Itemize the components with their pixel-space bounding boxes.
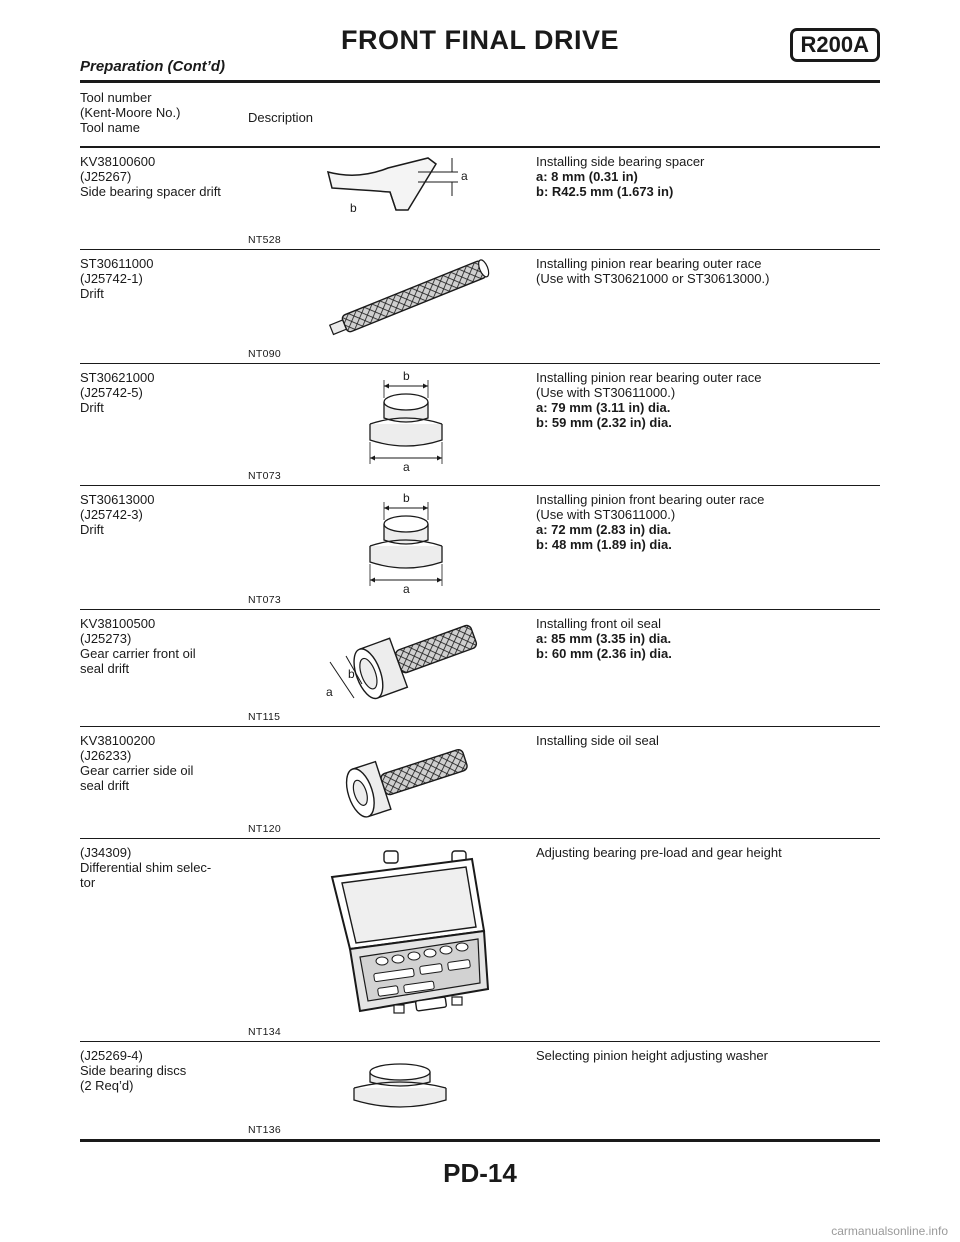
tool-name: Gear carrier side oil bbox=[80, 763, 194, 778]
dimension-spec: a: 85 mm (3.35 in) dia. bbox=[536, 631, 672, 646]
tool-number: ST30611000 bbox=[80, 256, 154, 271]
kent-moore-number: (J25742-3) bbox=[80, 507, 143, 522]
dimension-spec: b: 48 mm (1.89 in) dia. bbox=[536, 537, 672, 552]
table-row bbox=[80, 1042, 880, 1142]
table-row bbox=[80, 727, 880, 839]
kent-moore-number: (J25742-5) bbox=[80, 385, 143, 400]
header-tool-line: Tool name bbox=[80, 120, 140, 135]
tool-description bbox=[536, 256, 876, 286]
table-row bbox=[80, 364, 880, 486]
tool-info bbox=[80, 256, 245, 301]
description-line: Installing side oil seal bbox=[536, 733, 659, 748]
dimension-spec: a: 79 mm (3.11 in) dia. bbox=[536, 400, 671, 415]
tool-info bbox=[80, 845, 245, 890]
dimension-label-b: b bbox=[348, 667, 355, 681]
tool-illustration-cell bbox=[248, 1042, 532, 1139]
dimension-spec: b: 60 mm (2.36 in) dia. bbox=[536, 646, 672, 661]
front-seal-drift-illustration bbox=[326, 612, 486, 708]
table-header-row bbox=[80, 86, 880, 148]
illustration-code: NT073 bbox=[248, 594, 282, 606]
table-row bbox=[80, 486, 880, 610]
kent-moore-number: (J34309) bbox=[80, 845, 132, 860]
tool-illustration-cell bbox=[248, 250, 532, 363]
header-description: Description bbox=[248, 110, 314, 125]
tool-name: seal drift bbox=[80, 661, 130, 676]
dimension-label-b: b bbox=[403, 491, 410, 505]
kent-moore-number: (J25269-4) bbox=[80, 1048, 143, 1063]
tool-number: ST30621000 bbox=[80, 370, 155, 385]
tool-illustration-cell bbox=[248, 486, 532, 609]
description-line: (Use with ST30611000.) bbox=[536, 507, 676, 522]
bearing-disc-illustration bbox=[350, 1054, 450, 1118]
tool-description bbox=[536, 492, 876, 552]
spacer-drift-illustration bbox=[318, 150, 468, 230]
tool-description bbox=[536, 154, 876, 199]
table-row bbox=[80, 610, 880, 727]
description-line: Installing pinion front bearing outer race bbox=[536, 492, 765, 507]
dimension-label-b: b bbox=[350, 201, 357, 215]
tool-quantity: (2 Req’d) bbox=[80, 1078, 134, 1093]
tool-name: Drift bbox=[80, 286, 104, 301]
tool-name: Drift bbox=[80, 522, 104, 537]
dimension-label-b: b bbox=[403, 369, 410, 383]
shim-selector-case-illustration bbox=[320, 849, 490, 1019]
tool-name: Side bearing discs bbox=[80, 1063, 187, 1078]
description-line: Installing side bearing spacer bbox=[536, 154, 705, 169]
stepped-drift-illustration bbox=[366, 490, 446, 596]
kent-moore-number: (J25267) bbox=[80, 169, 132, 184]
illustration-code: NT115 bbox=[248, 711, 281, 723]
tool-info bbox=[80, 733, 245, 793]
tool-description bbox=[536, 845, 876, 860]
dimension-spec: a: 8 mm (0.31 in) bbox=[536, 169, 638, 184]
kent-moore-number: (J25742-1) bbox=[80, 271, 143, 286]
kent-moore-number: (J25273) bbox=[80, 631, 132, 646]
tool-name: Gear carrier front oil bbox=[80, 646, 196, 661]
tool-info bbox=[80, 1048, 245, 1093]
tool-name: tor bbox=[80, 875, 96, 890]
dimension-label-a: a bbox=[461, 169, 468, 183]
stepped-drift-illustration bbox=[366, 368, 446, 474]
description-line: Installing pinion rear bearing outer race bbox=[536, 370, 762, 385]
illustration-code: NT120 bbox=[248, 823, 282, 835]
header-tool-line: Tool number bbox=[80, 90, 152, 105]
tool-illustration-cell bbox=[248, 364, 532, 485]
description-line: Installing pinion rear bearing outer race bbox=[536, 256, 762, 271]
tool-info bbox=[80, 616, 245, 676]
dimension-label-a: a bbox=[326, 685, 333, 699]
header-tool-line: (Kent-Moore No.) bbox=[80, 105, 181, 120]
tool-name: Differential shim selec- bbox=[80, 860, 212, 875]
description-line: (Use with ST30621000 or ST30613000.) bbox=[536, 271, 770, 286]
side-seal-drift-illustration bbox=[336, 735, 476, 821]
table-row bbox=[80, 839, 880, 1042]
page-number: PD-14 bbox=[443, 1158, 517, 1188]
tool-illustration-cell bbox=[248, 839, 532, 1041]
section-subtitle: Preparation (Cont’d) bbox=[80, 58, 225, 75]
tool-table bbox=[80, 86, 880, 1142]
table-row bbox=[80, 148, 880, 250]
tool-illustration-cell bbox=[248, 148, 532, 249]
tool-illustration-cell bbox=[248, 610, 532, 726]
dimension-spec: b: 59 mm (2.32 in) dia. bbox=[536, 415, 672, 430]
tool-description bbox=[536, 370, 876, 430]
description-line: Selecting pinion height adjusting washer bbox=[536, 1048, 768, 1063]
tool-number: KV38100500 bbox=[80, 616, 156, 631]
description-line: Installing front oil seal bbox=[536, 616, 662, 631]
illustration-code: NT134 bbox=[248, 1026, 282, 1038]
tool-name: Side bearing spacer drift bbox=[80, 184, 221, 199]
table-row bbox=[80, 250, 880, 364]
page-title: FRONT FINAL DRIVE bbox=[341, 25, 619, 55]
tool-description bbox=[536, 1048, 876, 1063]
illustration-code: NT073 bbox=[248, 470, 282, 482]
drift-rod-illustration bbox=[318, 260, 498, 340]
header-rule bbox=[80, 80, 880, 83]
dimension-spec: a: 72 mm (2.83 in) dia. bbox=[536, 522, 672, 537]
tool-number: KV38100200 bbox=[80, 733, 156, 748]
illustration-code: NT528 bbox=[248, 234, 282, 246]
tool-info bbox=[80, 492, 245, 537]
page-header bbox=[80, 22, 880, 78]
illustration-code: NT136 bbox=[248, 1124, 282, 1136]
dimension-label-a: a bbox=[403, 582, 410, 596]
dimension-spec: b: R42.5 mm (1.673 in) bbox=[536, 184, 674, 199]
tool-name: seal drift bbox=[80, 778, 130, 793]
description-line: Adjusting bearing pre-load and gear height bbox=[536, 845, 782, 860]
dimension-label-a: a bbox=[403, 460, 410, 474]
header-tool-column bbox=[80, 90, 245, 135]
description-line: (Use with ST30611000.) bbox=[536, 385, 676, 400]
kent-moore-number: (J26233) bbox=[80, 748, 132, 763]
tool-description bbox=[536, 733, 876, 748]
tool-number: ST30613000 bbox=[80, 492, 155, 507]
watermark: carmanualsonline.info bbox=[831, 1224, 948, 1238]
illustration-code: NT090 bbox=[248, 348, 282, 360]
model-badge: R200A bbox=[790, 28, 880, 62]
tool-info bbox=[80, 370, 245, 415]
tool-number: KV38100600 bbox=[80, 154, 156, 169]
tool-info bbox=[80, 154, 245, 199]
tool-name: Drift bbox=[80, 400, 104, 415]
tool-illustration-cell bbox=[248, 727, 532, 838]
tool-description bbox=[536, 616, 876, 661]
